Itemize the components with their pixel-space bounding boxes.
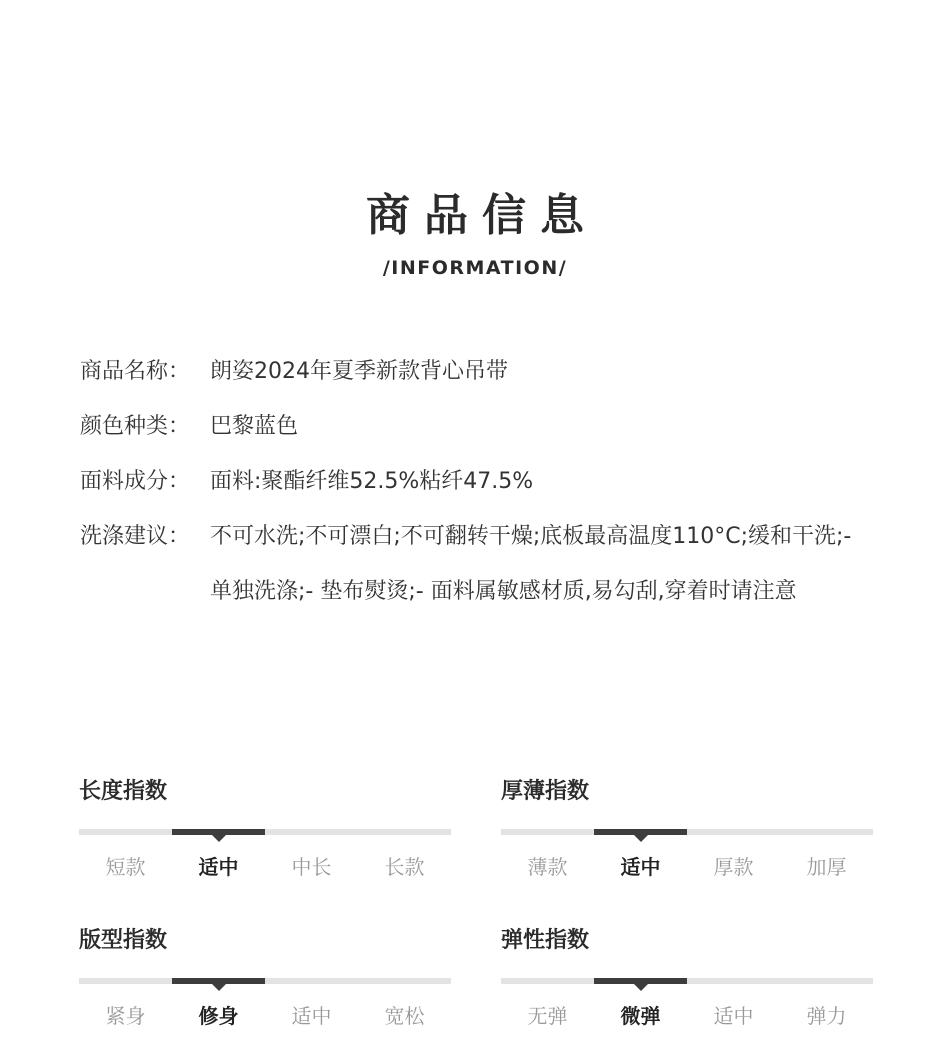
- thickness-option: 适中: [620, 855, 661, 879]
- elasticity-index-options: [501, 1002, 873, 1030]
- fit-index: [79, 926, 451, 1030]
- elasticity-index-title: 弹性指数: [501, 928, 590, 953]
- elasticity-option: 弹力: [806, 1004, 847, 1028]
- fit-option: 宽松: [384, 1004, 425, 1028]
- info-label: 商品名称：: [80, 359, 191, 384]
- info-label: 洗涤建议：: [80, 524, 191, 549]
- length-option: 中长: [291, 855, 332, 879]
- product-info: [80, 344, 880, 619]
- header: [0, 188, 950, 280]
- info-value: 面料:聚酯纤维52.5%粘纤47.5%: [210, 469, 534, 494]
- length-index-options: [79, 853, 451, 881]
- info-row-name: [80, 344, 880, 399]
- page-title: 商品信息: [366, 190, 598, 241]
- fit-option: 适中: [291, 1004, 332, 1028]
- info-value: 巴黎蓝色: [210, 414, 299, 439]
- fit-index-indicator: [172, 978, 265, 984]
- info-label: 颜色种类：: [80, 414, 191, 439]
- info-value: 不可水洗;不可漂白;不可翻转干燥;底板最高温度110°C;缓和干洗;- 单独洗涤;- 垫布熨烫;- 面料属敏感材质,易勾刮,穿着时请注意: [210, 524, 852, 604]
- elasticity-index-bar: [501, 978, 873, 984]
- elasticity-option: 适中: [713, 1004, 754, 1028]
- fit-option: 修身: [198, 1004, 239, 1028]
- length-index-title: 长度指数: [79, 779, 168, 804]
- thickness-index-options: [501, 853, 873, 881]
- thickness-index-title: 厚薄指数: [501, 779, 590, 804]
- fit-index-title: 版型指数: [79, 928, 168, 953]
- thickness-option: 薄款: [527, 855, 568, 879]
- info-row-color: [80, 399, 880, 454]
- fit-index-options: [79, 1002, 451, 1030]
- page-subtitle: /INFORMATION/: [382, 257, 568, 279]
- elasticity-option: 无弹: [527, 1004, 568, 1028]
- length-option: 长款: [384, 855, 425, 879]
- length-index: [79, 777, 451, 881]
- info-row-care: [80, 509, 880, 619]
- elasticity-index-indicator: [594, 978, 687, 984]
- thickness-index-bar: [501, 829, 873, 835]
- length-option: 短款: [105, 855, 146, 879]
- thickness-index-indicator: [594, 829, 687, 835]
- thickness-index: [501, 777, 873, 881]
- length-option: 适中: [198, 855, 239, 879]
- length-index-indicator: [172, 829, 265, 835]
- info-value: 朗姿2024年夏季新款背心吊带: [210, 359, 508, 384]
- elasticity-option: 微弹: [620, 1004, 661, 1028]
- thickness-option: 加厚: [806, 855, 847, 879]
- info-label: 面料成分：: [80, 469, 191, 494]
- length-index-bar: [79, 829, 451, 835]
- fit-index-bar: [79, 978, 451, 984]
- thickness-option: 厚款: [713, 855, 754, 879]
- elasticity-index: [501, 926, 873, 1030]
- fit-option: 紧身: [105, 1004, 146, 1028]
- info-row-material: [80, 454, 880, 509]
